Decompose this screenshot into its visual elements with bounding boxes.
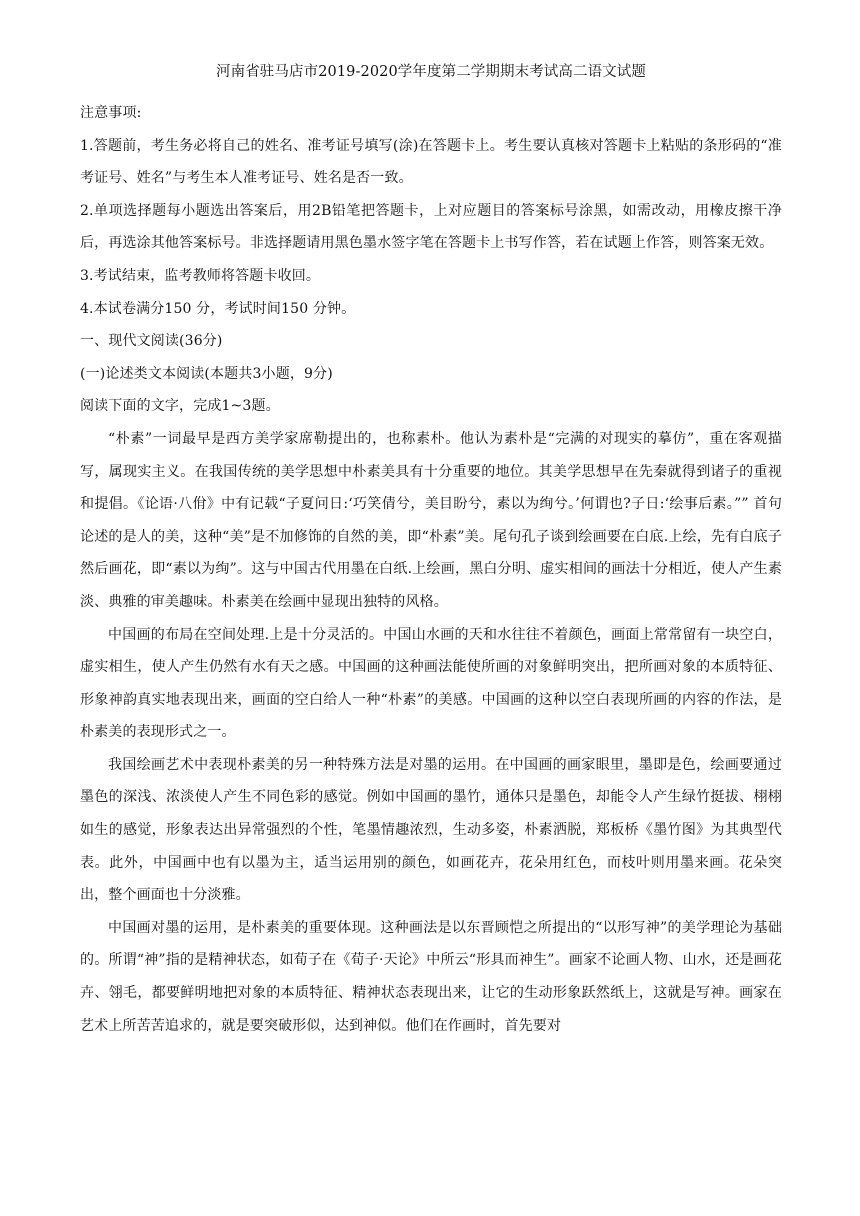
reading-instruction: 阅读下面的文字，完成1~3题。 — [80, 398, 280, 415]
exam-page — [80, 62, 782, 1042]
document-title: 河南省驻马店市2019-2020学年度第二学期期末考试高二语文试题 — [216, 64, 646, 80]
body-paragraph-3: 我国绘画艺术中表现朴素美的另一种特殊方法是对墨的运用。在中国画的画家眼里，墨即是色，绘画要通过墨色的深浅、浓淡使人产生不同色彩的感觉。例如中国画的墨竹，通体只是墨色，却能令人产生绿竹挺拔、栩栩如生的感觉，形象表达出异常强烈的个性，笔墨情趣浓烈，生动多姿，朴素洒脱，郑板桥《墨竹图》为其典型代表。此外，中国画中也有以墨为主，适当运用别的颜色，如画花卉，花朵用红色，而枝叶则用墨来画。花朵突出，整个画面也十分淡雅。 — [80, 756, 782, 904]
notes-heading: 注意事项: — [80, 105, 142, 121]
body-paragraph-1: “朴素”一词最早是西方美学家席勒提出的，也称素朴。他认为素朴是“完满的对现实的摹仿”，重在客观描写，属现实主义。在我国传统的美学思想中朴素美具有十分重要的地位。其美学思想早在先秦就得到诸子的重视和提倡。《论语·八佾》中有记载“子夏问日:‘巧笑倩兮，美目盼兮，素以为绚兮。’何谓也?子日:‘绘事后素。”” 首句论述的是人的美，这种“美”是不加修饰的自然的美，即“朴素”美。尾句孔子谈到绘画要在白底.上绘，先有白底子然后画花，即“素以为绚”。这与中国古代用墨在白纸.上绘画，黑白分明、虚实相间的画法十分相近，使人产生素淡、典雅的审美趣味。朴素美在绘画中显现出独特的风格。 — [80, 430, 782, 610]
note-item-1: 1.答题前，考生务必将自己的姓名、准考证号填写(涂)在答题卡上。考生要认真核对答题卡上粘贴的条形码的“准考证号、姓名”与考生本人准考证号、姓名是否一致。 — [80, 137, 782, 187]
note-item-2: 2.单项选择题每小题选出答案后，用2B铅笔把答题卡，上对应题目的答案标号涂黑，如需改动，用橡皮擦干净后，再选涂其他答案标号。非选择题请用黑色墨水签字笔在答题卡上书写作答，若在试题上作答，则答案无效。 — [80, 202, 782, 252]
note-item-3: 3.考试结束，监考教师将答题卡收回。 — [80, 267, 321, 284]
body-paragraph-4: 中国画对墨的运用，是朴素美的重要体现。这种画法是以东晋顾恺之所提出的“以形写神”的美学理论为基础的。所谓“神”指的是精神状态，如荀子在《荀子·天论》中所云“形具而神生”。画家不论画人物、山水，还是画花卉、翎毛，都要鲜明地把对象的本质特征、精神状态表现出来，让它的生动形象跃然纸上，这就是写神。画家在艺术上所苦苦追求的，就是要突破形似，达到神似。他们在作画时，首先要对 — [80, 919, 782, 1034]
subsection-heading: (一)论述类文本阅读(本题共3小题，9分) — [80, 365, 333, 382]
note-item-4: 4.本试卷满分150 分，考试时间150 分钟。 — [80, 300, 356, 317]
body-paragraph-2: 中国画的布局在空间处理.上是十分灵活的。中国山水画的天和水往往不着颜色，画面上常常留有一块空白，虚实相生，使人产生仍然有水有天之感。中国画的这种画法能使所画的对象鲜明突出，把所画对象的本质特征、形象神韵真实地表现出来，画面的空白给人一种“朴素”的美感。中国画的这种以空白表现所画的内容的作法，是朴素美的表现形式之一。 — [80, 626, 782, 741]
section-heading: 一、现代文阅读(36分) — [80, 333, 223, 350]
